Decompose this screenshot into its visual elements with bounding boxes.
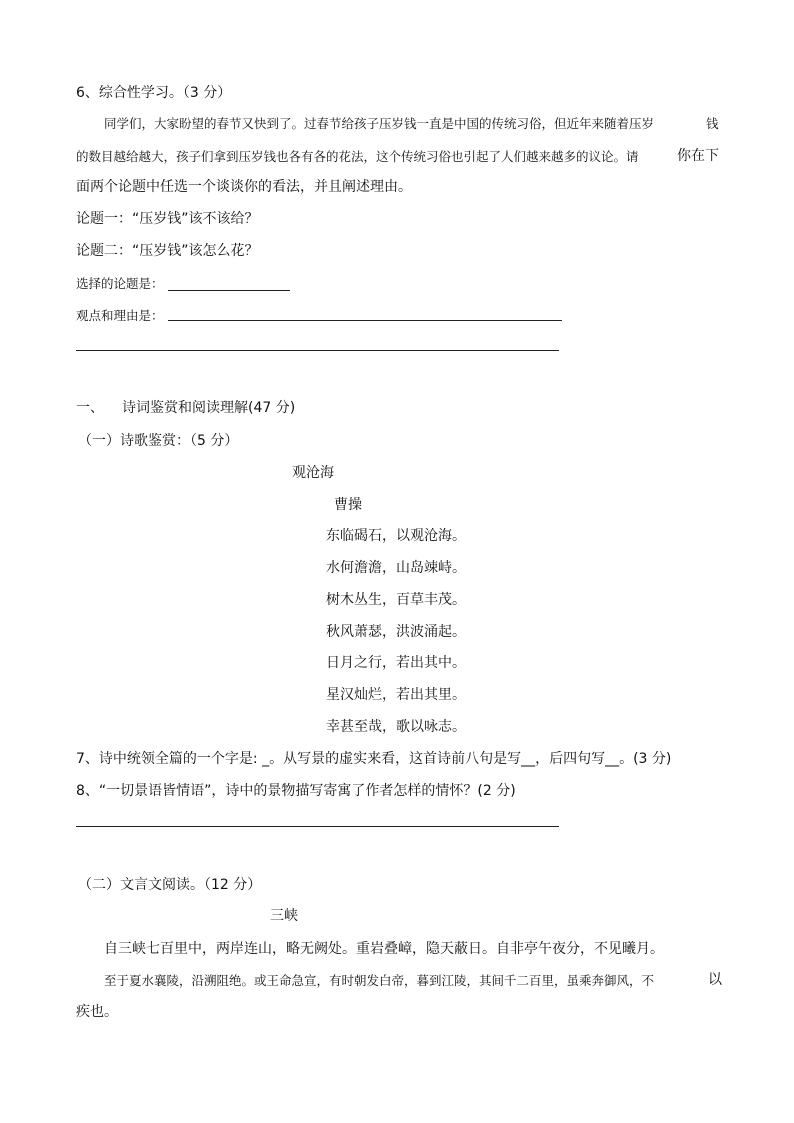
wenyan-line-1: 自三峡七百里中，两岸连山，略无阙处。重岩叠嶂，隐天蔽日。自非亭午夜分，不见曦月。 xyxy=(104,941,664,957)
wenyan-title: 三峡 xyxy=(270,908,298,924)
question-7: 7、诗中统领全篇的一个字是: _。从写景的虚实来看，这首诗前八句是写__，后四句写__。(3 分) xyxy=(76,751,672,767)
wenyan-line-2-tail: 以 xyxy=(708,972,722,988)
poem-line: 水何澹澹，山岛竦峙。 xyxy=(326,560,466,576)
poem-line: 星汉灿烂，若出其里。 xyxy=(326,687,466,703)
reason-answer-line-1[interactable] xyxy=(168,320,562,321)
q6-topic-1: 论题一：“压岁钱”该不该给？ xyxy=(76,211,259,227)
poem-line: 幸甚至哉，歌以咏志。 xyxy=(326,719,466,735)
wenyan-line-3: 疾也。 xyxy=(76,1004,118,1020)
poem-line: 东临碣石，以观沧海。 xyxy=(326,528,466,544)
choice-answer-line[interactable] xyxy=(168,290,290,291)
choice-label: 选择的论题是： xyxy=(76,276,164,291)
q6-paragraph-line-2: 的数目越给越大，孩子们拿到压岁钱也各有各的花法，这个传统习俗也引起了人们越来越多的议论。请 xyxy=(76,149,639,164)
q6-paragraph-line-2-tail: 你在下 xyxy=(677,148,719,164)
question-8: 8、“一切景语皆情语”，诗中的景物描写寄寓了作者怎样的情怀？(2 分) xyxy=(76,783,516,799)
q6-topic-2: 论题二：“压岁钱”该怎么花？ xyxy=(76,243,259,259)
reason-answer-line-2[interactable] xyxy=(76,350,559,351)
q6-heading: 6、综合性学习。（3 分） xyxy=(76,85,232,101)
section-heading: 诗词鉴赏和阅读理解(47 分) xyxy=(122,400,296,416)
subsection-poetry: （一）诗歌鉴赏：（5 分） xyxy=(78,433,239,449)
wenyan-line-2: 至于夏水襄陵，沿溯阻绝。或王命急宣，有时朝发白帝，暮到江陵，其间千二百里，虽乘奔御风，不 xyxy=(104,973,655,988)
q6-paragraph-line-3: 面两个论题中任选一个谈谈你的看法，并且阐述理由。 xyxy=(76,179,412,195)
poem-author: 曹操 xyxy=(334,497,362,513)
q6-paragraph-line-1-tail: 钱 xyxy=(706,116,719,131)
q6-paragraph-line-1: 同学们，大家盼望的春节又快到了。过春节给孩子压岁钱一直是中国的传统习俗，但近年来随着压岁 xyxy=(104,116,655,131)
section-number: 一、 xyxy=(76,400,104,416)
reason-label: 观点和理由是： xyxy=(76,308,164,323)
poem-line: 树木丛生，百草丰茂。 xyxy=(326,592,466,608)
poem-title: 观沧海 xyxy=(292,465,334,481)
subsection-classical: （二）文言文阅读。（12 分） xyxy=(78,877,262,893)
q8-answer-line[interactable] xyxy=(76,826,559,827)
poem-line: 秋风萧瑟，洪波涌起。 xyxy=(326,624,466,640)
poem-line: 日月之行，若出其中。 xyxy=(326,655,466,671)
